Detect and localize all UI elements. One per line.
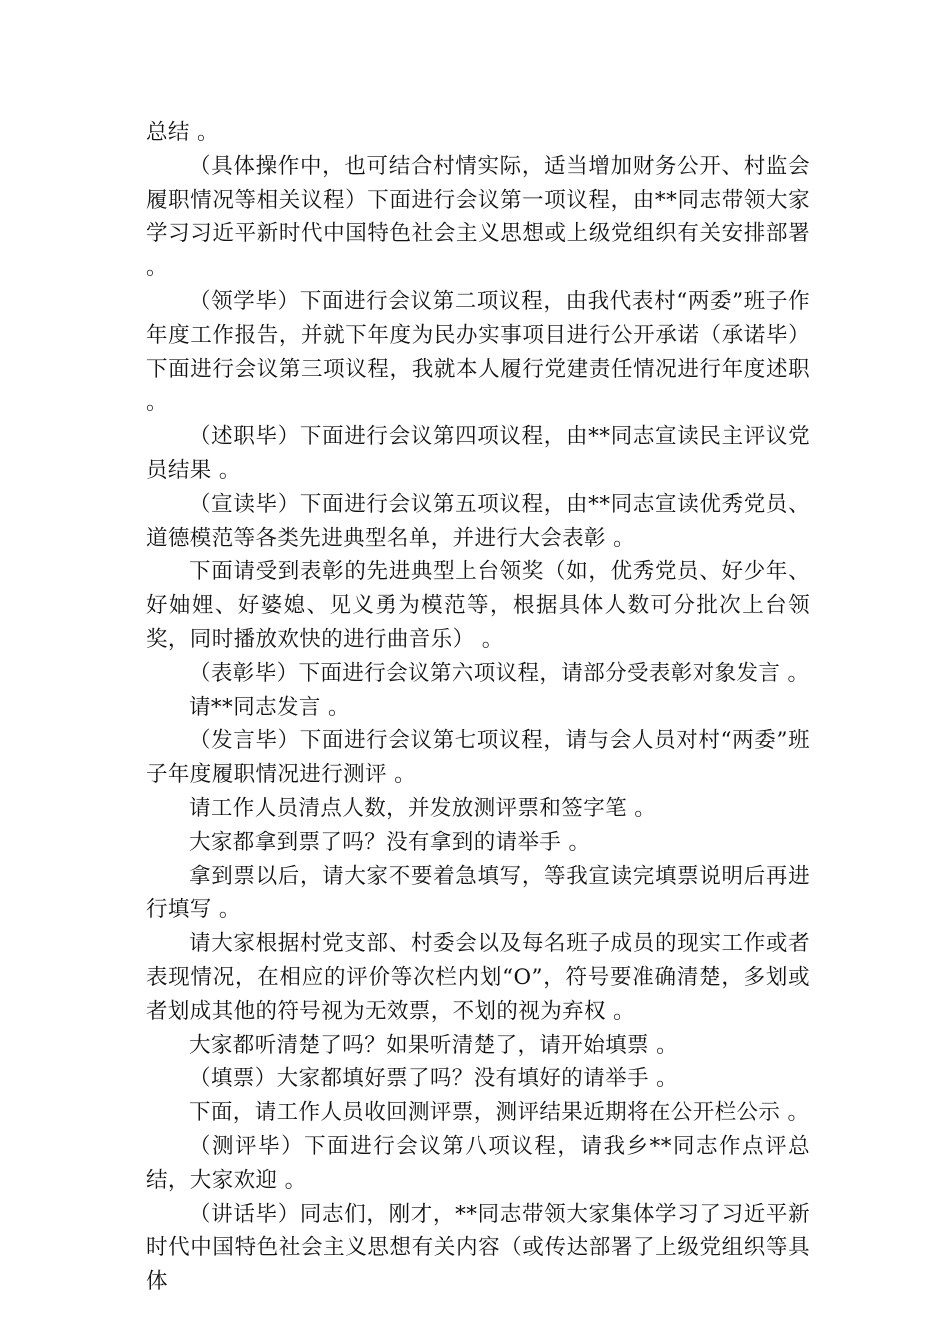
paragraph-15: （填票）大家都填好票了吗？没有填好的请举手 。 — [189, 1066, 679, 1092]
paragraph-2: （具体操作中，也可结合村情实际，适当增加财务公开、村监会履职情况等相关议程）下面进行会议第一项议程，由**同志带领大家学习习近平新时代中国特色社会主义思想或上级党组织有关安排部署 。 — [146, 153, 810, 281]
paragraph-6: 下面请受到表彰的先进典型上台领奖（如，优秀党员、好少年、好妯娌、好婆媳、见义勇为模范等，根据具体人数可分批次上台领奖，同时播放欢快的进行曲音乐） 。 — [146, 559, 810, 652]
paragraph-16: 下面，请工作人员收回测评票，测评结果近期将在公开栏公示 。 — [189, 1100, 810, 1126]
paragraph-18: （讲话毕）同志们，刚才，**同志带领大家集体学习了习近平新时代中国特色社会主义思想有关内容（或传达部署了上级党组织等具体 — [146, 1201, 810, 1295]
paragraph-11: 大家都拿到票了吗？没有拿到的请举手 。 — [189, 829, 591, 855]
paragraph-10: 请工作人员清点人数，并发放测评票和签字笔 。 — [189, 795, 657, 821]
paragraph-14: 大家都听清楚了吗？如果听清楚了，请开始填票 。 — [189, 1032, 679, 1058]
paragraph-1: 总结 。 — [146, 120, 219, 145]
paragraph-12: 拿到票以后，请大家不要着急填写，等我宣读完填票说明后再进行填写 。 — [146, 863, 810, 923]
paragraph-17: （测评毕）下面进行会议第八项议程，请我乡**同志作点评总结，大家欢迎 。 — [146, 1133, 810, 1193]
paragraph-8: 请**同志发言 。 — [189, 694, 350, 720]
paragraph-4: （述职毕）下面进行会议第四项议程，由**同志宣读民主评议党员结果 。 — [146, 424, 810, 483]
paragraph-9: （发言毕）下面进行会议第七项议程，请与会人员对村“两委”班子年度履职情况进行测评 。 — [146, 728, 810, 788]
document-page — [146, 116, 810, 1299]
paragraph-7: （表彰毕）下面进行会议第六项议程，请部分受表彰对象发言 。 — [189, 660, 810, 686]
paragraph-5: （宣读毕）下面进行会议第五项议程，由**同志宣读优秀党员、道德模范等各类先进典型名单，并进行大会表彰 。 — [146, 491, 810, 551]
paragraph-13: 请大家根据村党支部、村委会以及每名班子成员的现实工作或者表现情况，在相应的评价等次栏内划“O”，符号要准确清楚，多划或者划成其他的符号视为无效票，不划的视为弃权 。 — [146, 931, 810, 1024]
paragraph-3: （领学毕）下面进行会议第二项议程，由我代表村“两委”班子作年度工作报告，并就下年度为民办实事项目进行公开承诺（承诺毕）下面进行会议第三项议程，我就本人履行党建责任情况进行年度述职 。 — [146, 288, 810, 416]
